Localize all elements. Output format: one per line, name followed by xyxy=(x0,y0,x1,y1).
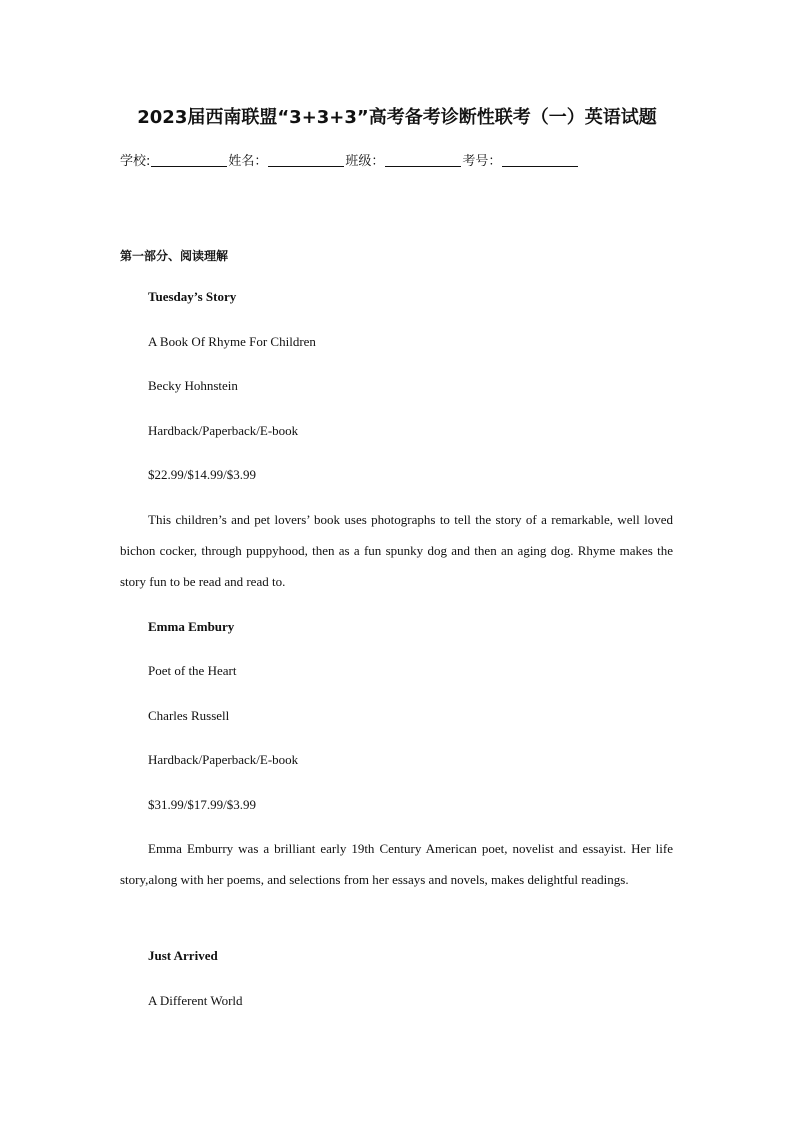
book-3-heading: Just Arrived xyxy=(148,948,218,963)
book-1-author: Becky Hohnstein xyxy=(148,378,238,393)
exam-no-blank xyxy=(502,152,578,167)
book-2-author: Charles Russell xyxy=(148,708,230,723)
name-blank xyxy=(268,152,344,167)
book-2-description: Emma Emburry was a brilliant early 19th Century American poet, novelist and essayist. Her life story,along with her poems, and selections from her essays and novels, makes delightful readings. xyxy=(120,841,673,887)
student-info-line xyxy=(120,152,579,172)
school-label: 学校: xyxy=(120,154,151,169)
book-1-prices: $22.99/$14.99/$3.99 xyxy=(148,467,256,482)
name-label: 姓名： xyxy=(228,154,268,169)
book-1-formats: Hardback/Paperback/E-book xyxy=(148,423,299,438)
document-title: 2023届西南联盟“3+3+3”高考备考诊断性联考（一）英语试题 xyxy=(137,107,657,128)
book-2-subtitle: Poet of the Heart xyxy=(148,663,237,678)
book-2-heading: Emma Embury xyxy=(148,619,235,634)
class-blank xyxy=(385,152,461,167)
exam-no-label: 考号： xyxy=(462,154,502,169)
book-1-heading: Tuesday’s Story xyxy=(148,289,237,304)
school-blank xyxy=(151,152,227,167)
section-heading: 第一部分、阅读理解 xyxy=(120,249,229,263)
book-1-description: This children’s and pet lovers’ book uses photographs to tell the story of a remarkable, well loved bichon cocker, through puppyhood, then as a fun spunky dog and then an aging dog. Rhyme makes the story fun to be read and read to. xyxy=(120,512,673,589)
class-label: 班级： xyxy=(345,154,385,169)
book-3-subtitle: A Different World xyxy=(148,993,243,1008)
book-2-formats: Hardback/Paperback/E-book xyxy=(148,752,299,767)
book-2-prices: $31.99/$17.99/$3.99 xyxy=(148,797,256,812)
book-1-subtitle: A Book Of Rhyme For Children xyxy=(148,334,316,349)
